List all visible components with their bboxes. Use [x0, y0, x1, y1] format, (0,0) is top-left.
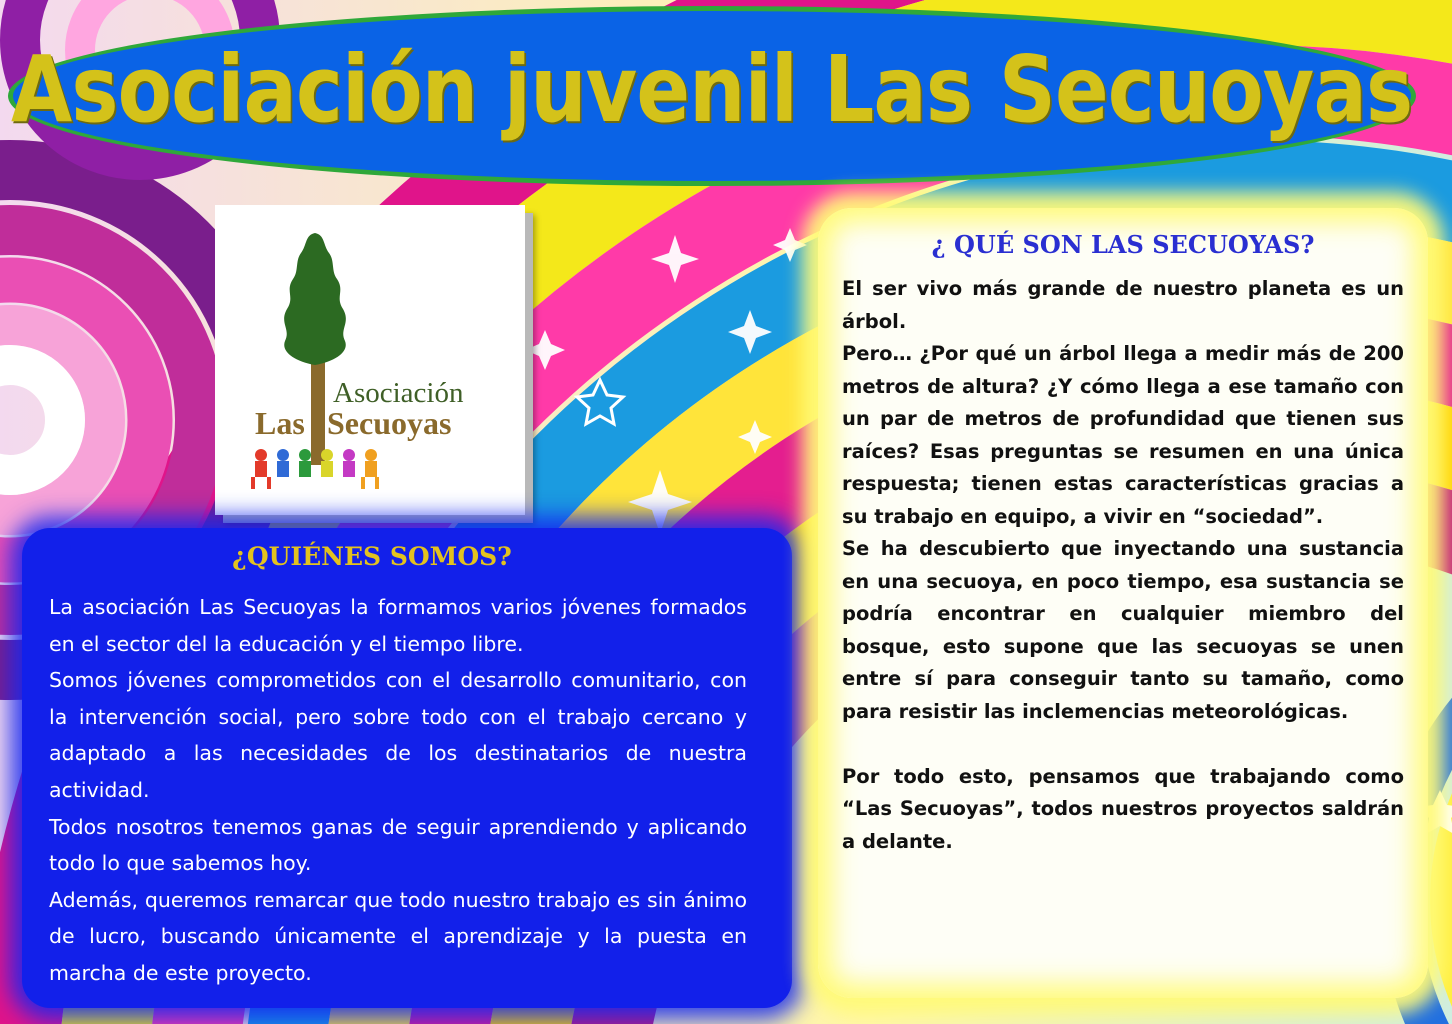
quienes-somos-heading: ¿QUIÉNES SOMOS?: [232, 542, 512, 571]
que-son-panel: [818, 208, 1428, 998]
sequoia-tree-icon: [215, 205, 525, 515]
quienes-paragraph: Todos nosotros tenemos ganas de seguir aprendiendo y aplicando todo lo que sabemos hoy.: [49, 814, 747, 876]
que-son-text: [842, 273, 1404, 858]
page-title: Asociación juvenil Las Secuoyas: [11, 35, 1413, 143]
que-son-paragraph: Por todo esto, pensamos que trabajando como “Las Secuoyas”, todos nuestros proyectos saldrán a delante.: [842, 764, 1404, 853]
quienes-paragraph: Además, queremos remarcar que todo nuestro trabajo es sin ánimo de lucro, buscando únicamente el aprendizaje y la puesta en marcha de este proyecto.: [49, 887, 747, 985]
logo-text-las: Las: [255, 405, 305, 441]
quienes-paragraph: La asociación Las Secuoyas la formamos varios jóvenes formados en el sector del la educación y el tiempo libre.: [49, 595, 747, 656]
que-son-paragraph: Se ha descubierto que inyectando una sustancia en una secuoya, en poco tiempo, esa sustancia se podría encontrar en cualquier miembro del bosque, esto supone que las secuoyas se unen entre sí para conseguir tanto su tamaño, como para resistir las inclemencias meteorológicas.: [842, 537, 1404, 723]
quienes-somos-text: [49, 589, 747, 992]
quienes-paragraph: Somos jóvenes comprometidos con el desarrollo comunitario, con la intervención social, pero sobre todo con el trabajo cercano y adaptado a las necesidades de los destinatarios de nuestra actividad.: [49, 668, 747, 802]
logo-text-asociacion: Asociación: [333, 377, 464, 409]
association-logo: [215, 205, 525, 515]
que-son-paragraph: El ser vivo más grande de nuestro planeta es un árbol.: [842, 277, 1404, 333]
title-banner: [8, 6, 1416, 186]
que-son-heading: ¿ QUÉ SON LAS SECUOYAS?: [931, 230, 1315, 259]
que-son-paragraph: Pero… ¿Por qué un árbol llega a medir más de 200 metros de altura? ¿Y cómo llega a ese tamaño con un par de metros de profundidad que tienen sus raíces? Esas preguntas se resumen en una única respuesta; tienen estas características gracias a su trabajo en equipo, a vivir en “sociedad”.: [842, 342, 1404, 528]
quienes-somos-panel: [22, 528, 792, 1008]
logo-text-secuoyas: Secuoyas: [327, 405, 452, 441]
